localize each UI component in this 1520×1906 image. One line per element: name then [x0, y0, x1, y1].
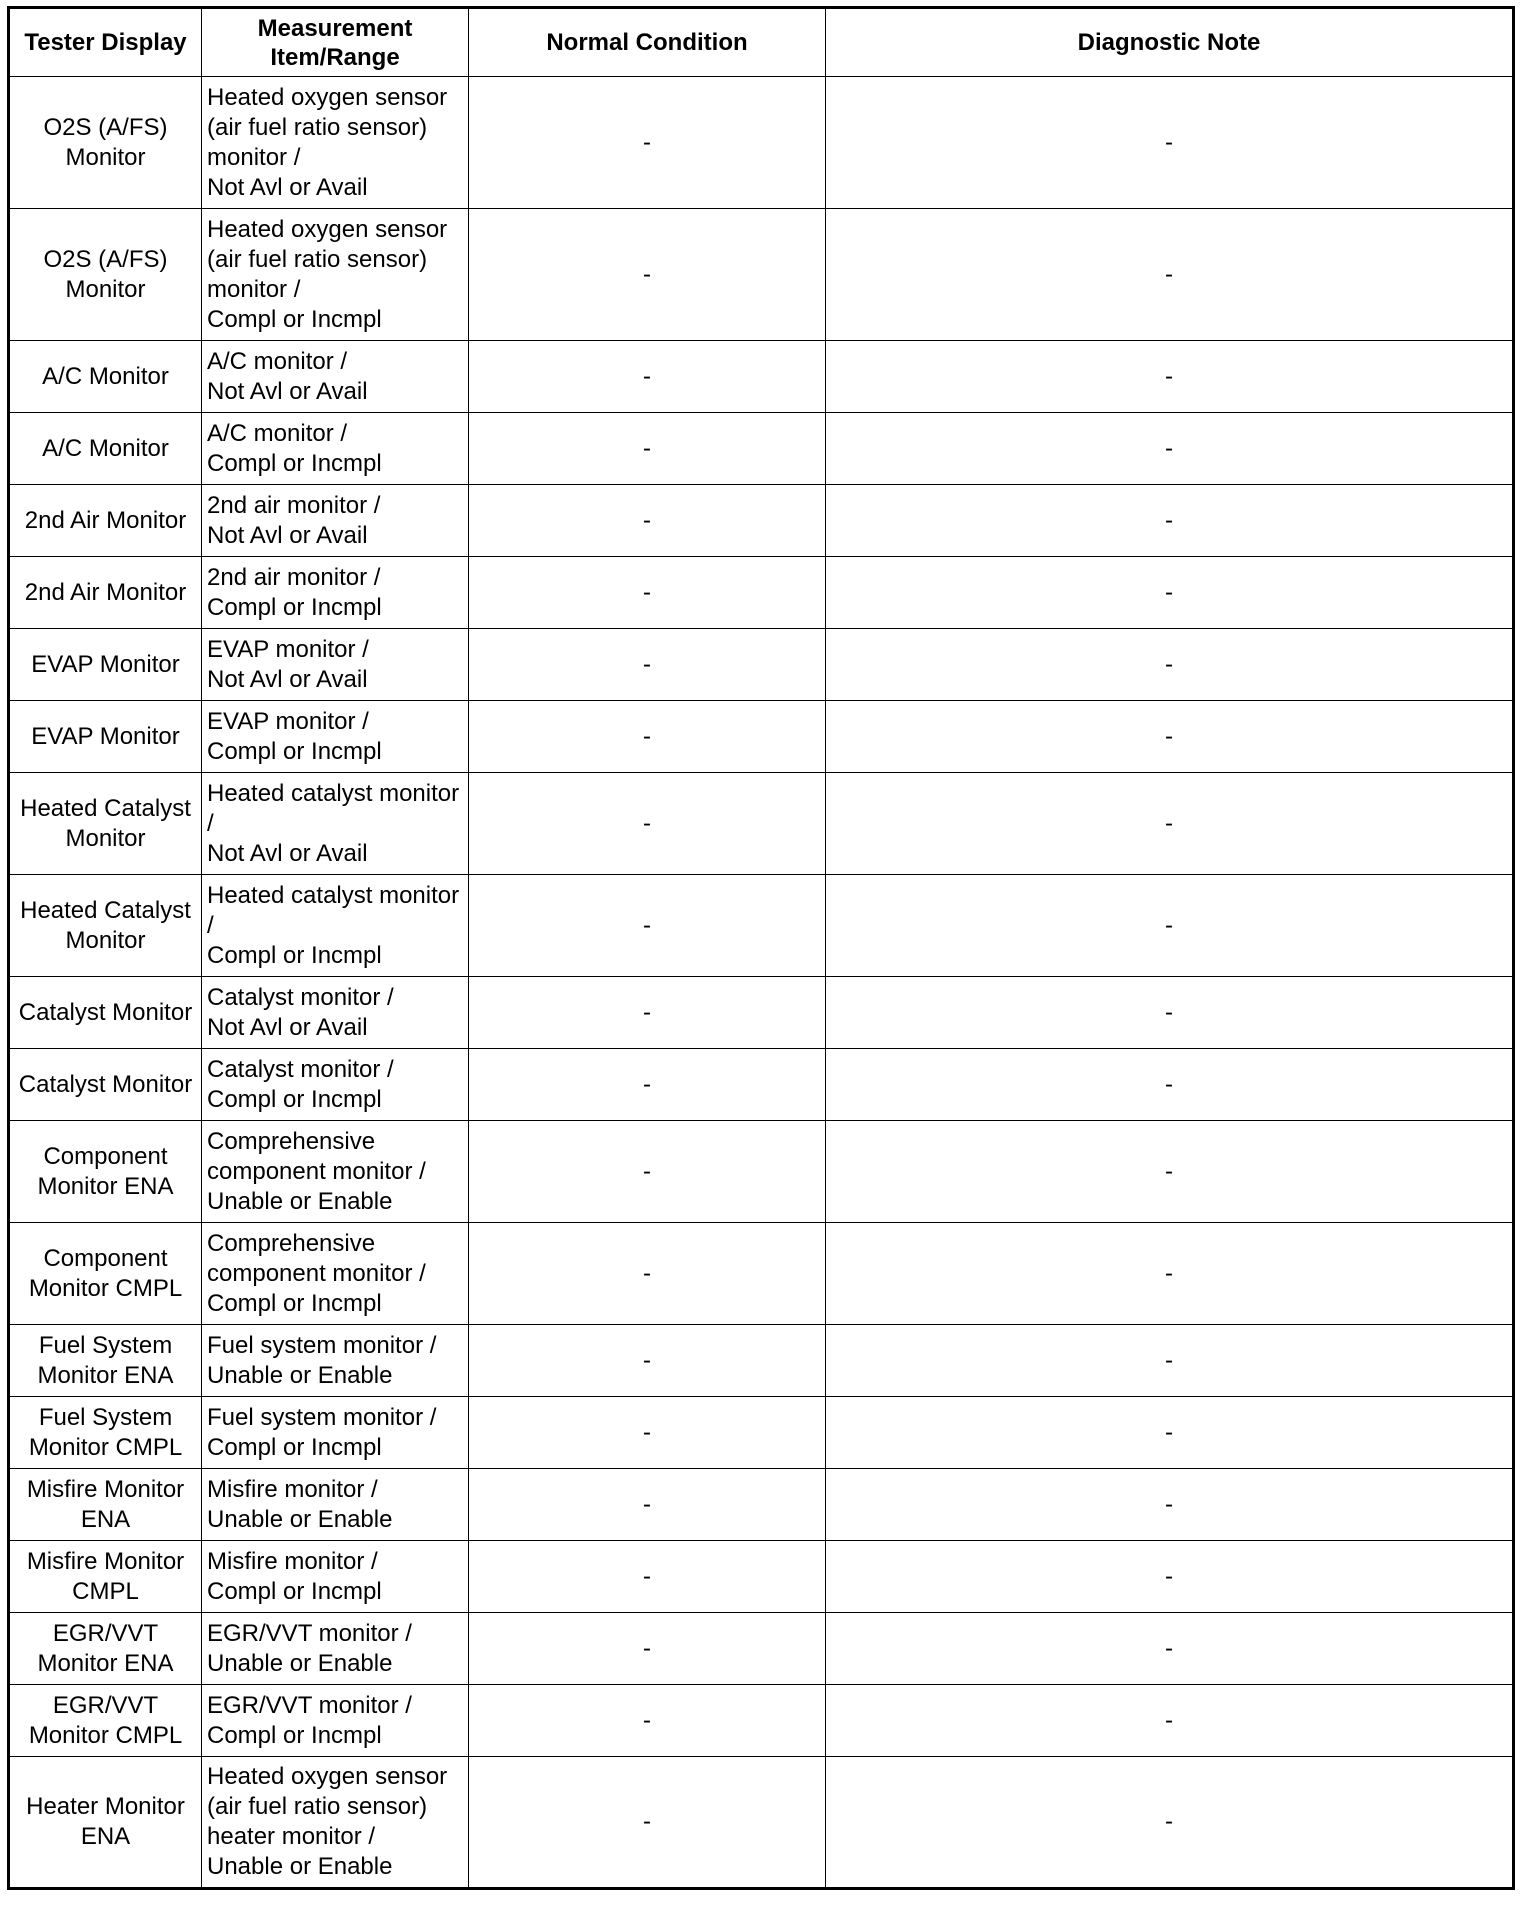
- table-row: [9, 1613, 1514, 1685]
- cell-diagnostic-note: -: [826, 1049, 1514, 1121]
- header-normal-condition: Normal Condition: [469, 8, 826, 77]
- cell-tester-display: Heated Catalyst Monitor: [9, 875, 202, 977]
- cell-diagnostic-note: -: [826, 1223, 1514, 1325]
- cell-measurement-item: EGR/VVT monitor / Unable or Enable: [202, 1613, 469, 1685]
- table-body: [9, 77, 1514, 1889]
- cell-diagnostic-note: -: [826, 485, 1514, 557]
- cell-normal-condition: -: [469, 1541, 826, 1613]
- cell-tester-display: A/C Monitor: [9, 413, 202, 485]
- cell-tester-display: 2nd Air Monitor: [9, 557, 202, 629]
- cell-tester-display: Misfire Monitor CMPL: [9, 1541, 202, 1613]
- cell-tester-display: Fuel System Monitor ENA: [9, 1325, 202, 1397]
- cell-tester-display: Heater Monitor ENA: [9, 1757, 202, 1889]
- cell-normal-condition: -: [469, 1223, 826, 1325]
- cell-measurement-item: Catalyst monitor / Not Avl or Avail: [202, 977, 469, 1049]
- cell-normal-condition: -: [469, 1613, 826, 1685]
- table-row: [9, 1685, 1514, 1757]
- cell-normal-condition: -: [469, 1397, 826, 1469]
- cell-diagnostic-note: -: [826, 773, 1514, 875]
- cell-normal-condition: -: [469, 977, 826, 1049]
- table-row: [9, 1325, 1514, 1397]
- cell-tester-display: Component Monitor ENA: [9, 1121, 202, 1223]
- cell-normal-condition: -: [469, 341, 826, 413]
- cell-normal-condition: -: [469, 1121, 826, 1223]
- cell-measurement-item: Fuel system monitor / Compl or Incmpl: [202, 1397, 469, 1469]
- table-row: [9, 773, 1514, 875]
- cell-diagnostic-note: -: [826, 209, 1514, 341]
- header-tester-display: Tester Display: [9, 8, 202, 77]
- cell-tester-display: Catalyst Monitor: [9, 1049, 202, 1121]
- cell-normal-condition: -: [469, 1685, 826, 1757]
- table-header-row: [9, 8, 1514, 77]
- cell-diagnostic-note: -: [826, 629, 1514, 701]
- cell-diagnostic-note: -: [826, 1613, 1514, 1685]
- cell-tester-display: 2nd Air Monitor: [9, 485, 202, 557]
- cell-normal-condition: -: [469, 209, 826, 341]
- cell-tester-display: Misfire Monitor ENA: [9, 1469, 202, 1541]
- cell-normal-condition: -: [469, 629, 826, 701]
- cell-tester-display: Heated Catalyst Monitor: [9, 773, 202, 875]
- table-row: [9, 485, 1514, 557]
- table-row: [9, 209, 1514, 341]
- cell-diagnostic-note: -: [826, 1121, 1514, 1223]
- cell-tester-display: A/C Monitor: [9, 341, 202, 413]
- cell-diagnostic-note: -: [826, 701, 1514, 773]
- header-measurement-item: Measurement Item/Range: [202, 8, 469, 77]
- cell-normal-condition: -: [469, 773, 826, 875]
- cell-measurement-item: 2nd air monitor / Not Avl or Avail: [202, 485, 469, 557]
- table-row: [9, 1049, 1514, 1121]
- cell-diagnostic-note: -: [826, 557, 1514, 629]
- table-row: [9, 77, 1514, 209]
- cell-measurement-item: Heated oxygen sensor (air fuel ratio sensor) monitor / Compl or Incmpl: [202, 209, 469, 341]
- table-row: [9, 1397, 1514, 1469]
- cell-tester-display: Catalyst Monitor: [9, 977, 202, 1049]
- cell-tester-display: O2S (A/FS) Monitor: [9, 209, 202, 341]
- cell-tester-display: EVAP Monitor: [9, 701, 202, 773]
- cell-measurement-item: Misfire monitor / Compl or Incmpl: [202, 1541, 469, 1613]
- cell-measurement-item: Fuel system monitor / Unable or Enable: [202, 1325, 469, 1397]
- cell-tester-display: EGR/VVT Monitor ENA: [9, 1613, 202, 1685]
- cell-diagnostic-note: -: [826, 875, 1514, 977]
- table-row: [9, 1469, 1514, 1541]
- cell-diagnostic-note: -: [826, 1541, 1514, 1613]
- cell-normal-condition: -: [469, 1469, 826, 1541]
- cell-normal-condition: -: [469, 557, 826, 629]
- cell-diagnostic-note: -: [826, 341, 1514, 413]
- cell-measurement-item: Heated catalyst monitor / Compl or Incmpl: [202, 875, 469, 977]
- header-diagnostic-note: Diagnostic Note: [826, 8, 1514, 77]
- cell-tester-display: EGR/VVT Monitor CMPL: [9, 1685, 202, 1757]
- cell-measurement-item: A/C monitor / Compl or Incmpl: [202, 413, 469, 485]
- cell-measurement-item: A/C monitor / Not Avl or Avail: [202, 341, 469, 413]
- cell-measurement-item: Heated oxygen sensor (air fuel ratio sensor) heater monitor / Unable or Enable: [202, 1757, 469, 1889]
- table-row: [9, 629, 1514, 701]
- table-row: [9, 1757, 1514, 1889]
- cell-measurement-item: Comprehensive component monitor / Compl or Incmpl: [202, 1223, 469, 1325]
- cell-measurement-item: EVAP monitor / Compl or Incmpl: [202, 701, 469, 773]
- cell-diagnostic-note: -: [826, 413, 1514, 485]
- cell-measurement-item: 2nd air monitor / Compl or Incmpl: [202, 557, 469, 629]
- cell-normal-condition: -: [469, 1757, 826, 1889]
- cell-diagnostic-note: -: [826, 77, 1514, 209]
- table-row: [9, 701, 1514, 773]
- table-row: [9, 875, 1514, 977]
- table-row: [9, 977, 1514, 1049]
- cell-diagnostic-note: -: [826, 1757, 1514, 1889]
- cell-normal-condition: -: [469, 1325, 826, 1397]
- table-row: [9, 557, 1514, 629]
- cell-measurement-item: Comprehensive component monitor / Unable or Enable: [202, 1121, 469, 1223]
- cell-diagnostic-note: -: [826, 1397, 1514, 1469]
- table-row: [9, 413, 1514, 485]
- cell-tester-display: O2S (A/FS) Monitor: [9, 77, 202, 209]
- cell-normal-condition: -: [469, 485, 826, 557]
- table-row: [9, 1541, 1514, 1613]
- table-row: [9, 1121, 1514, 1223]
- cell-normal-condition: -: [469, 875, 826, 977]
- monitor-status-table: [7, 6, 1515, 1890]
- table-row: [9, 1223, 1514, 1325]
- cell-diagnostic-note: -: [826, 1469, 1514, 1541]
- cell-measurement-item: Catalyst monitor / Compl or Incmpl: [202, 1049, 469, 1121]
- cell-measurement-item: Misfire monitor / Unable or Enable: [202, 1469, 469, 1541]
- cell-normal-condition: -: [469, 1049, 826, 1121]
- cell-measurement-item: Heated oxygen sensor (air fuel ratio sensor) monitor / Not Avl or Avail: [202, 77, 469, 209]
- cell-tester-display: Fuel System Monitor CMPL: [9, 1397, 202, 1469]
- cell-measurement-item: Heated catalyst monitor / Not Avl or Avail: [202, 773, 469, 875]
- cell-normal-condition: -: [469, 701, 826, 773]
- cell-diagnostic-note: -: [826, 1325, 1514, 1397]
- cell-measurement-item: EGR/VVT monitor / Compl or Incmpl: [202, 1685, 469, 1757]
- cell-measurement-item: EVAP monitor / Not Avl or Avail: [202, 629, 469, 701]
- cell-diagnostic-note: -: [826, 977, 1514, 1049]
- table-row: [9, 341, 1514, 413]
- cell-normal-condition: -: [469, 77, 826, 209]
- cell-normal-condition: -: [469, 413, 826, 485]
- cell-diagnostic-note: -: [826, 1685, 1514, 1757]
- cell-tester-display: Component Monitor CMPL: [9, 1223, 202, 1325]
- cell-tester-display: EVAP Monitor: [9, 629, 202, 701]
